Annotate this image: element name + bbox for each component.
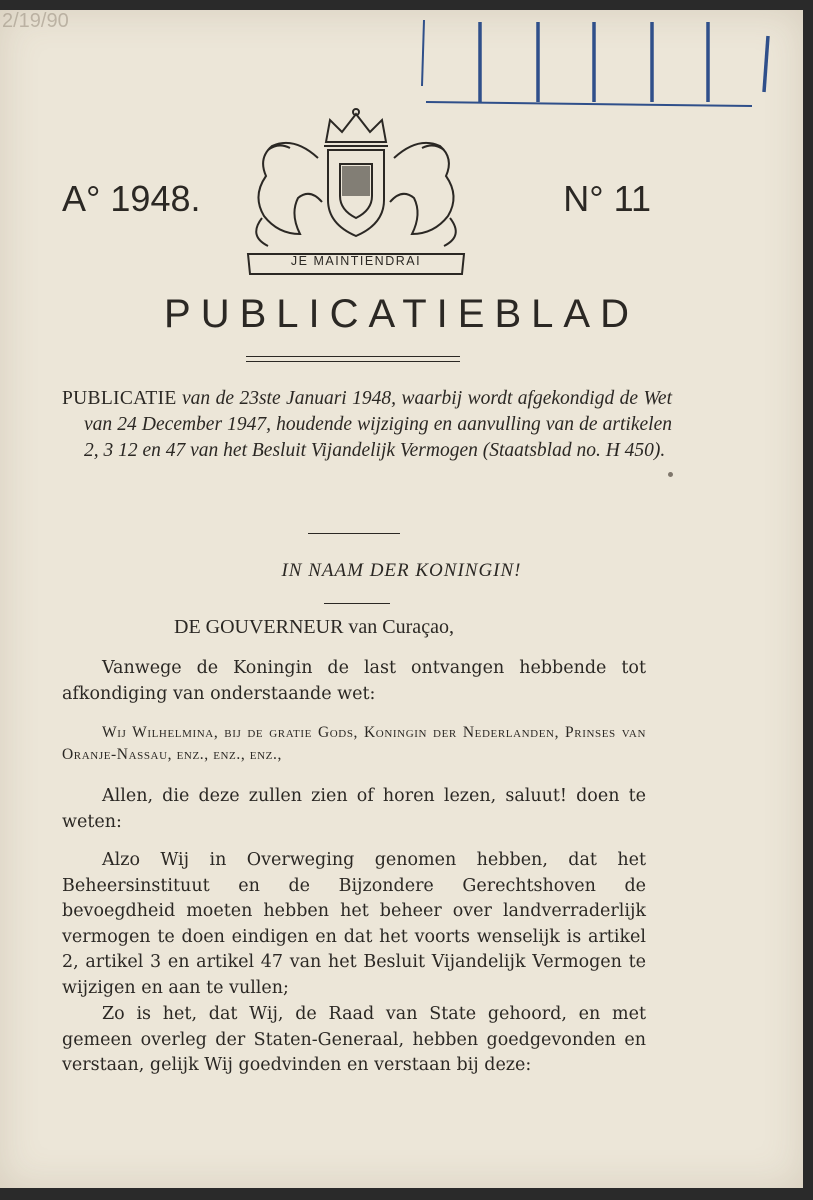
document-page <box>0 10 803 1188</box>
paragraph-mandate: Vanwege de Koningin de last ontvangen hebbende tot afkondiging van onderstaande wet: <box>62 658 646 704</box>
publication-intro <box>62 386 672 464</box>
title-double-rule <box>246 356 460 362</box>
paragraph-decision: Zo is het, dat Wij, de Raad van State gehoord, en met gemeen overleg der Staten-Generaal, hebben goedgevonden en verstaan, gelijk Wij goedvinden en verstaan bij deze: <box>62 1004 646 1075</box>
section-rule <box>308 533 400 534</box>
emblem-motto: JE MAINTIENDRAI <box>290 254 422 268</box>
publication-title: PUBLICATIEBLAD <box>164 292 639 336</box>
section-rule-small <box>324 603 390 604</box>
royal-invocation: IN NAAM DER KONINGIN! <box>281 560 522 581</box>
margin-dot <box>668 472 673 477</box>
archive-pencil-mark: 2/19/90 <box>2 10 69 32</box>
issue-year: A° 1948. <box>62 178 201 219</box>
intro-lead: PUBLICATIE <box>62 388 177 409</box>
archive-tab-marks <box>418 16 778 112</box>
governor-line: DE GOUVERNEUR van Curaçao, <box>174 616 454 638</box>
issue-number: N° 11 <box>563 178 651 219</box>
paragraph-royal-title: Wij Wilhelmina, bij de gratie Gods, Koningin der Nederlanden, Prinses van Oranje-Nassau, enz., enz., enz., <box>62 724 646 763</box>
coat-of-arms-emblem <box>238 106 474 278</box>
intro-text: van de 23ste Januari 1948, waarbij wordt afgekondigd de Wet van 24 December 1947, houdende wijziging en aanvulling van de artikelen 2, 3 12 en 47 van het Besluit Vijandelijk Vermogen (Staatsblad no. H 450). <box>84 388 672 461</box>
paragraph-greeting: Allen, die deze zullen zien of horen lezen, saluut! doen te weten: <box>62 786 646 832</box>
paragraph-considerations: Alzo Wij in Overweging genomen hebben, dat het Beheersinstituut en de Bijzondere Gerechtshoven de bevoegdheid moeten hebben het beheer over landverraderlijk vermogen te doen eindigen en dat het voorts wenselijk is artikel 2, artikel 3 en artikel 47 van het Besluit Vijandelijk Vermogen te wijzigen en aan te vullen; <box>62 850 646 998</box>
